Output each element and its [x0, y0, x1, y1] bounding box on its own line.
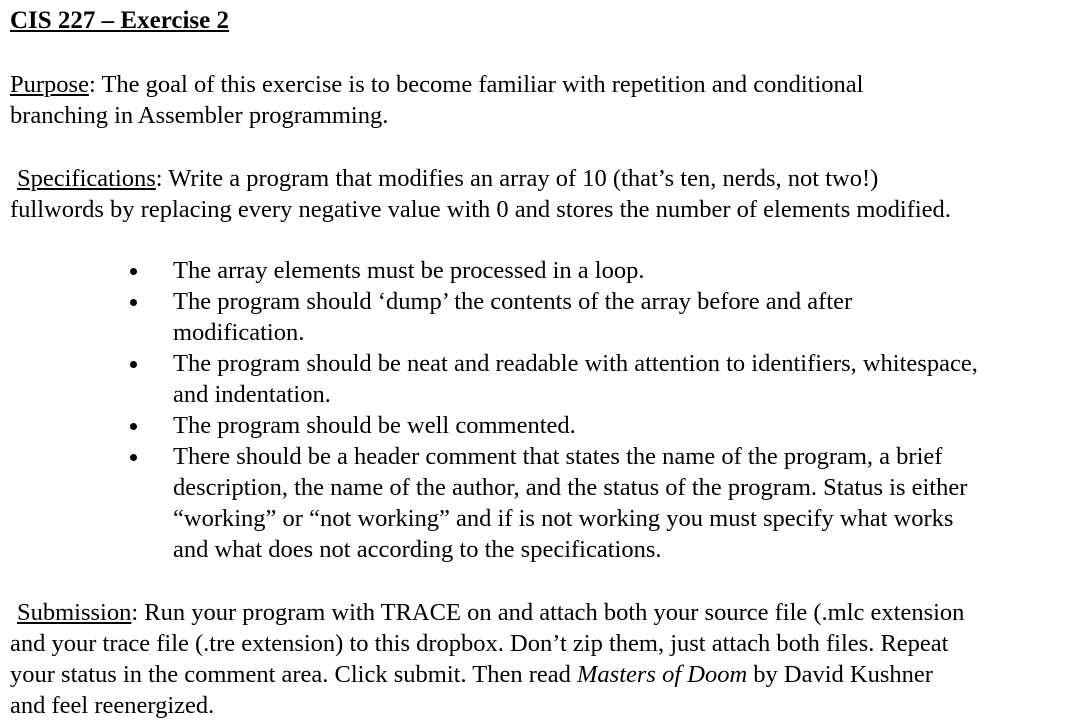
list-item — [0, 410, 1078, 441]
submission-text-4: and feel reenergized. — [10, 692, 215, 719]
bullet-dot-icon — [130, 268, 137, 275]
bullet-dot-icon — [130, 361, 137, 368]
list-item-text: description, the name of the author, and the status of the program. Status is either — [173, 474, 968, 501]
purpose-text-2: branching in Assembler programming. — [10, 102, 389, 129]
specifications-text-2: fullwords by replacing every negative value with 0 and stores the number of elements modified. — [10, 196, 951, 223]
submission-text-2: and your trace file (.tre extension) to this dropbox. Don’t zip them, just attach both files. Repeat — [10, 630, 949, 657]
purpose-text-1: : The goal of this exercise is to become familiar with repetition and conditional — [88, 71, 864, 98]
list-item — [0, 348, 1078, 410]
specifications-section — [10, 163, 951, 225]
submission-text-3b: by David Kushner — [747, 661, 933, 688]
list-item-text: “working” or “not working” and if is not working you must specify what works — [173, 505, 954, 532]
list-item-text: There should be a header comment that states the name of the program, a brief — [173, 443, 943, 470]
document-title: CIS 227 – Exercise 2 — [10, 7, 229, 34]
specifications-text-1: : Write a program that modifies an array of 10 (that’s ten, nerds, not two!) — [155, 165, 879, 192]
list-item-text: The program should be neat and readable with attention to identifiers, whitespace, — [173, 350, 978, 377]
list-item-text: The program should be well commented. — [173, 412, 576, 439]
submission-label: Submission — [17, 599, 132, 626]
book-title: Masters of Doom — [577, 661, 748, 688]
specifications-label: Specifications — [17, 165, 156, 192]
purpose-label: Purpose — [10, 71, 89, 98]
submission-line-1 — [10, 597, 964, 628]
purpose-line-1 — [10, 69, 863, 100]
submission-section — [10, 597, 964, 721]
list-item-text: modification. — [173, 319, 305, 346]
list-item-text: and indentation. — [173, 381, 331, 408]
list-item-text: The program should ‘dump’ the contents of the array before and after — [173, 288, 853, 315]
list-item-text: and what does not according to the specifications. — [173, 536, 662, 563]
bullet-dot-icon — [130, 423, 137, 430]
list-item — [0, 255, 1078, 286]
purpose-section — [10, 69, 863, 131]
submission-text-3a: your status in the comment area. Click submit. Then read — [10, 661, 577, 688]
list-item — [0, 286, 1078, 348]
submission-text-1: : Run your program with TRACE on and attach both your source file (.mlc extension — [131, 599, 965, 626]
specifications-line-1 — [10, 163, 951, 194]
bullet-dot-icon — [130, 454, 137, 461]
list-item — [0, 441, 1078, 565]
submission-line-3 — [10, 659, 964, 690]
list-item-text: The array elements must be processed in a loop. — [173, 257, 645, 284]
bullet-dot-icon — [130, 299, 137, 306]
requirements-list — [0, 255, 1078, 565]
